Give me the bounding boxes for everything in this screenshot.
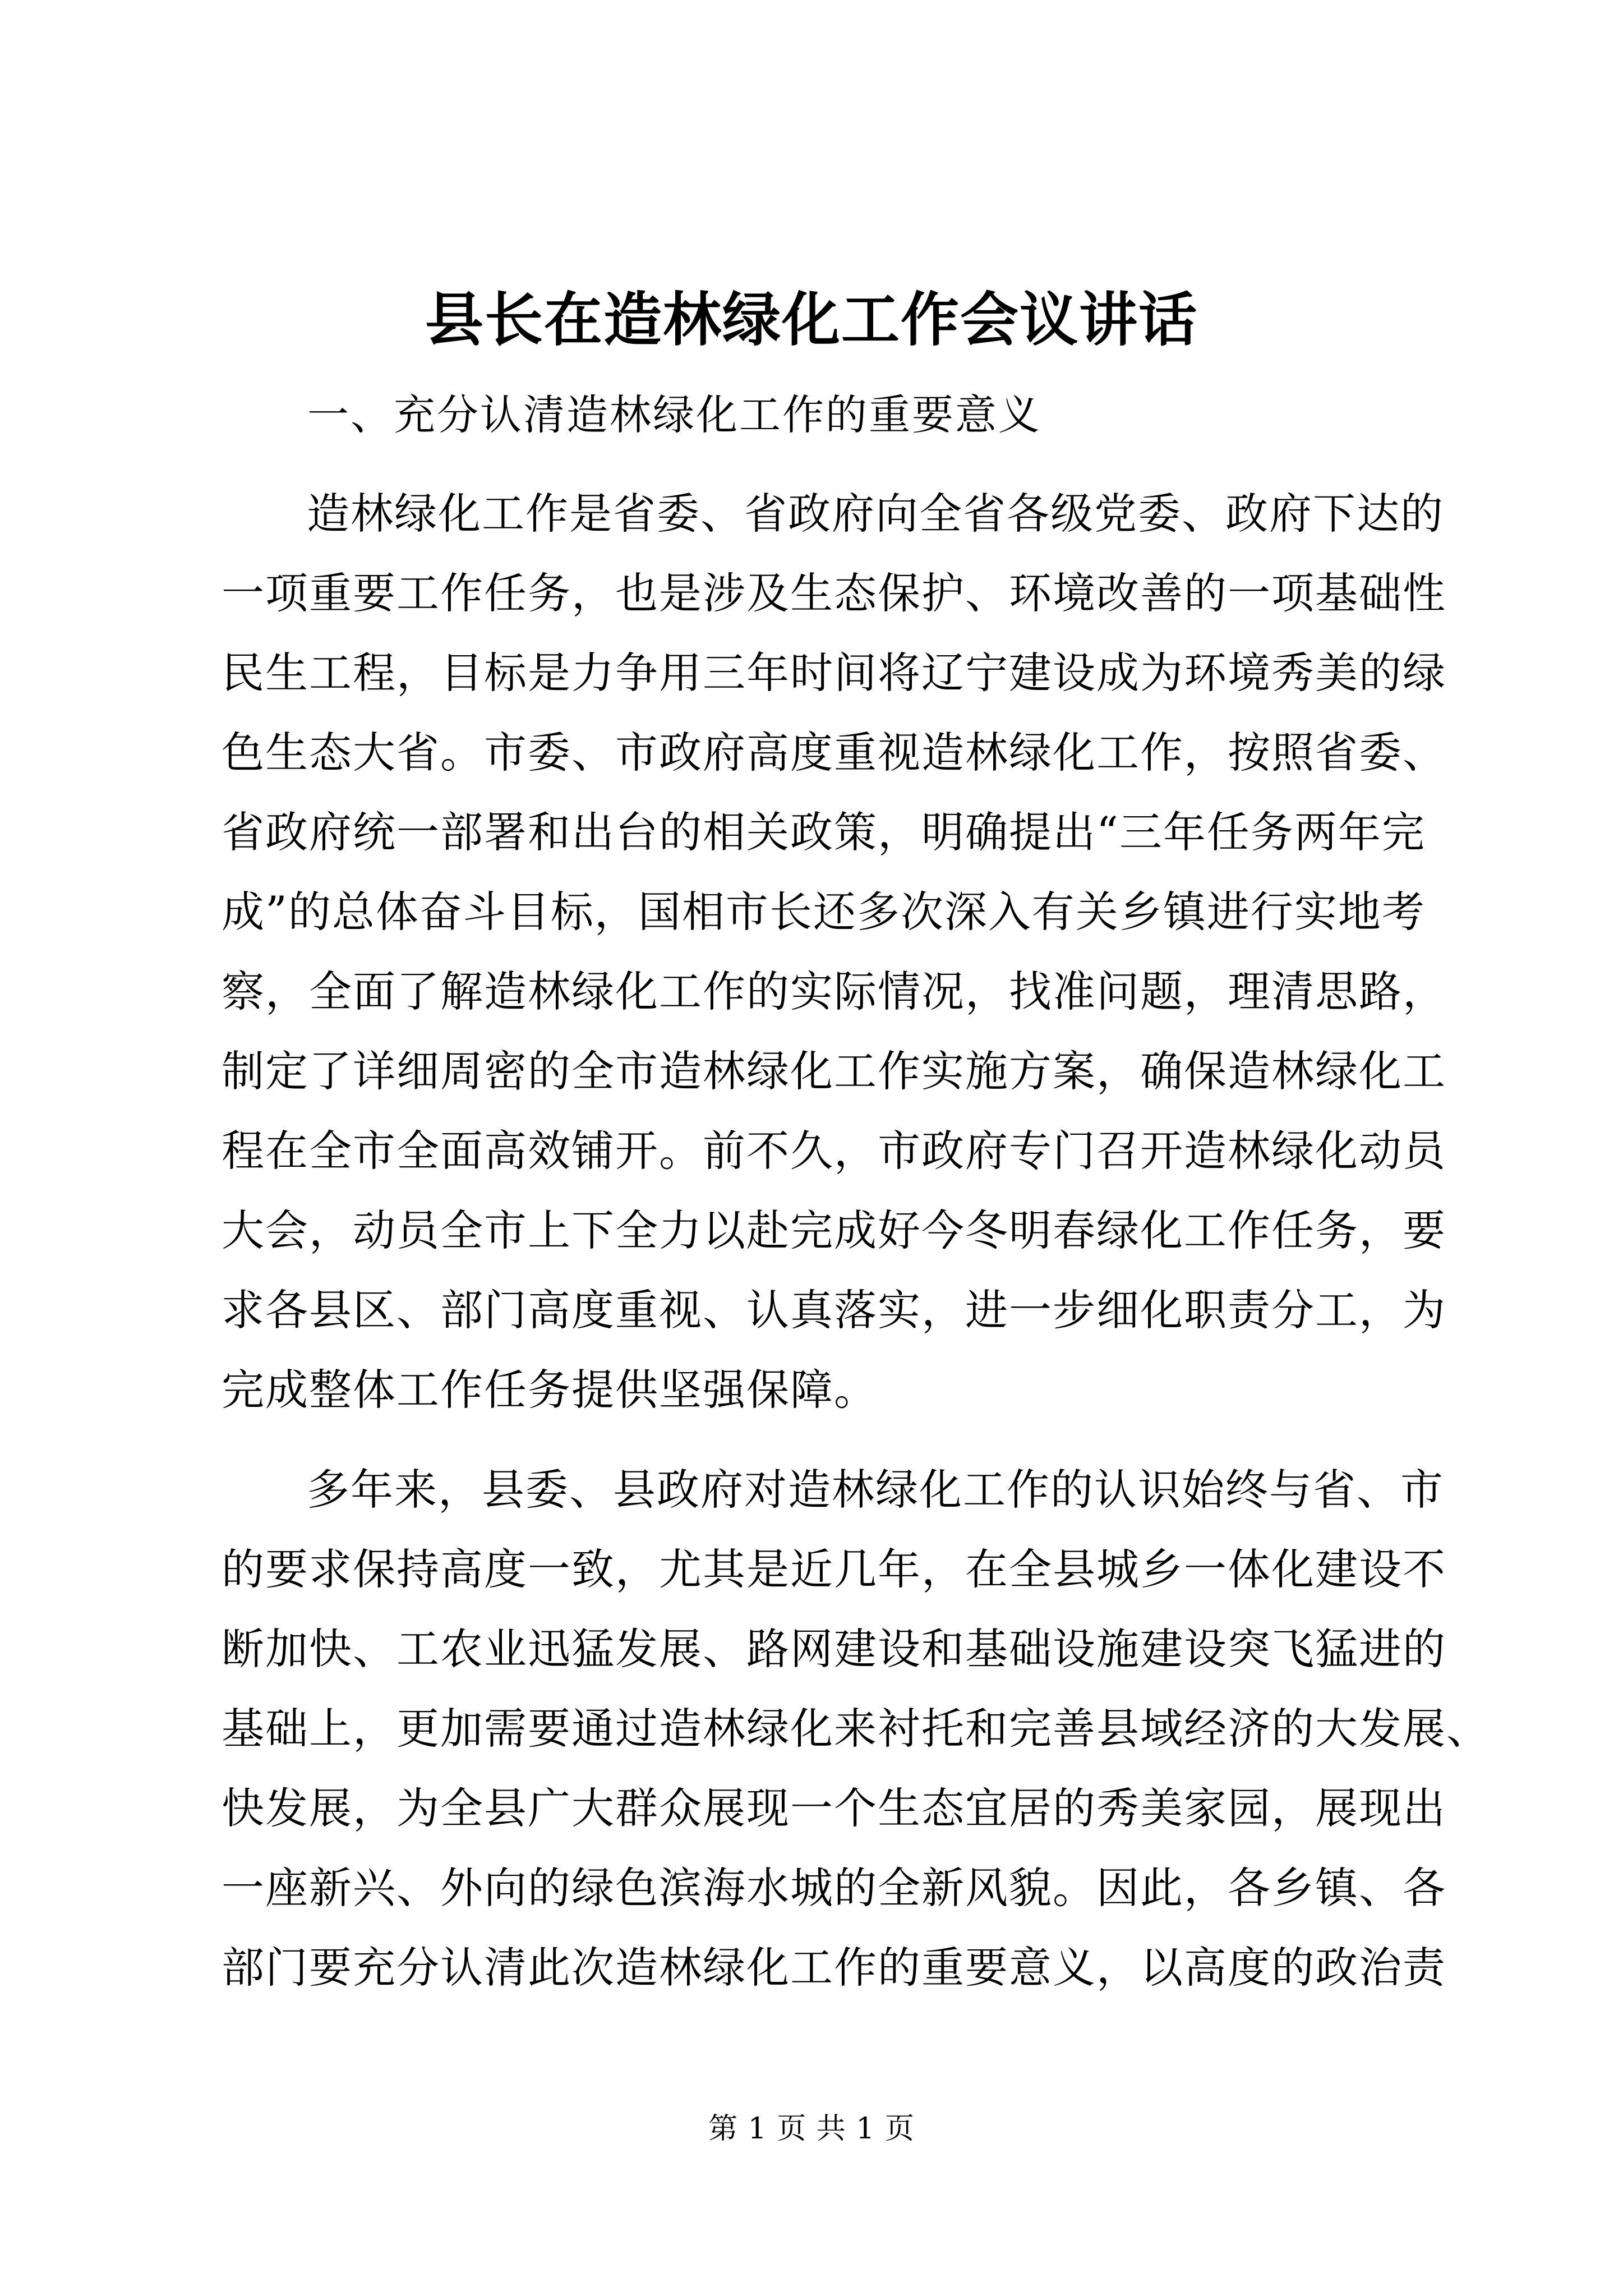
document-title: 县长在造林绿化工作会议讲话 — [425, 285, 1198, 354]
text-line: 基础上，更加需要通过造林绿化来衬托和完善县域经济的大发展、 — [222, 1704, 1490, 1754]
text-line: 大会，动员全市上下全力以赴完成好今冬明春绿化工作任务，要 — [222, 1205, 1446, 1255]
text-line: 成”的总体奋斗目标，国相市长还多次深入有关乡镇进行实地考 — [222, 887, 1426, 937]
text-line: 一项重要工作任务，也是涉及生态保护、环境改善的一项基础性 — [222, 568, 1446, 618]
text-line: 完成整体工作任务提供坚强保障。 — [222, 1365, 878, 1415]
text-line: 求各县区、部门高度重视、认真落实，进一步细化职责分工，为 — [222, 1285, 1446, 1335]
text-line: 民生工程，目标是力争用三年时间将辽宁建设成为环境秀美的绿 — [222, 648, 1446, 698]
text-line: 制定了详细周密的全市造林绿化工作实施方案，确保造林绿化工 — [222, 1046, 1446, 1096]
text-line: 程在全市全面高效铺开。前不久，市政府专门召开造林绿化动员 — [222, 1126, 1446, 1176]
text-line: 造林绿化工作是省委、省政府向全省各级党委、政府下达的 — [307, 489, 1444, 539]
text-line: 色生态大省。市委、市政府高度重视造林绿化工作，按照省委、 — [222, 728, 1446, 777]
section-heading: 一、充分认清造林绿化工作的重要意义 — [307, 391, 1041, 439]
text-line: 多年来，县委、县政府对造林绿化工作的认识始终与省、市 — [307, 1465, 1444, 1515]
text-line: 快发展，为全县广大群众展现一个生态宜居的秀美家园，展现出 — [222, 1783, 1446, 1833]
body-text — [222, 474, 1490, 2008]
text-line: 的要求保持高度一致，尤其是近几年，在全县城乡一体化建设不 — [222, 1544, 1446, 1594]
text-line: 一座新兴、外向的绿色滨海水城的全新风貌。因此，各乡镇、各 — [222, 1863, 1446, 1913]
page-footer: 第 1 页 共 1 页 — [708, 2112, 915, 2146]
text-line: 察，全面了解造林绿化工作的实际情况，找准问题，理清思路， — [222, 967, 1446, 1016]
text-line: 部门要充分认清此次造林绿化工作的重要意义，以高度的政治责 — [222, 1943, 1446, 1993]
text-line: 断加快、工农业迅猛发展、路网建设和基础设施建设突飞猛进的 — [222, 1624, 1446, 1674]
text-line: 省政府统一部署和出台的相关政策，明确提出“三年任务两年完 — [222, 807, 1426, 857]
